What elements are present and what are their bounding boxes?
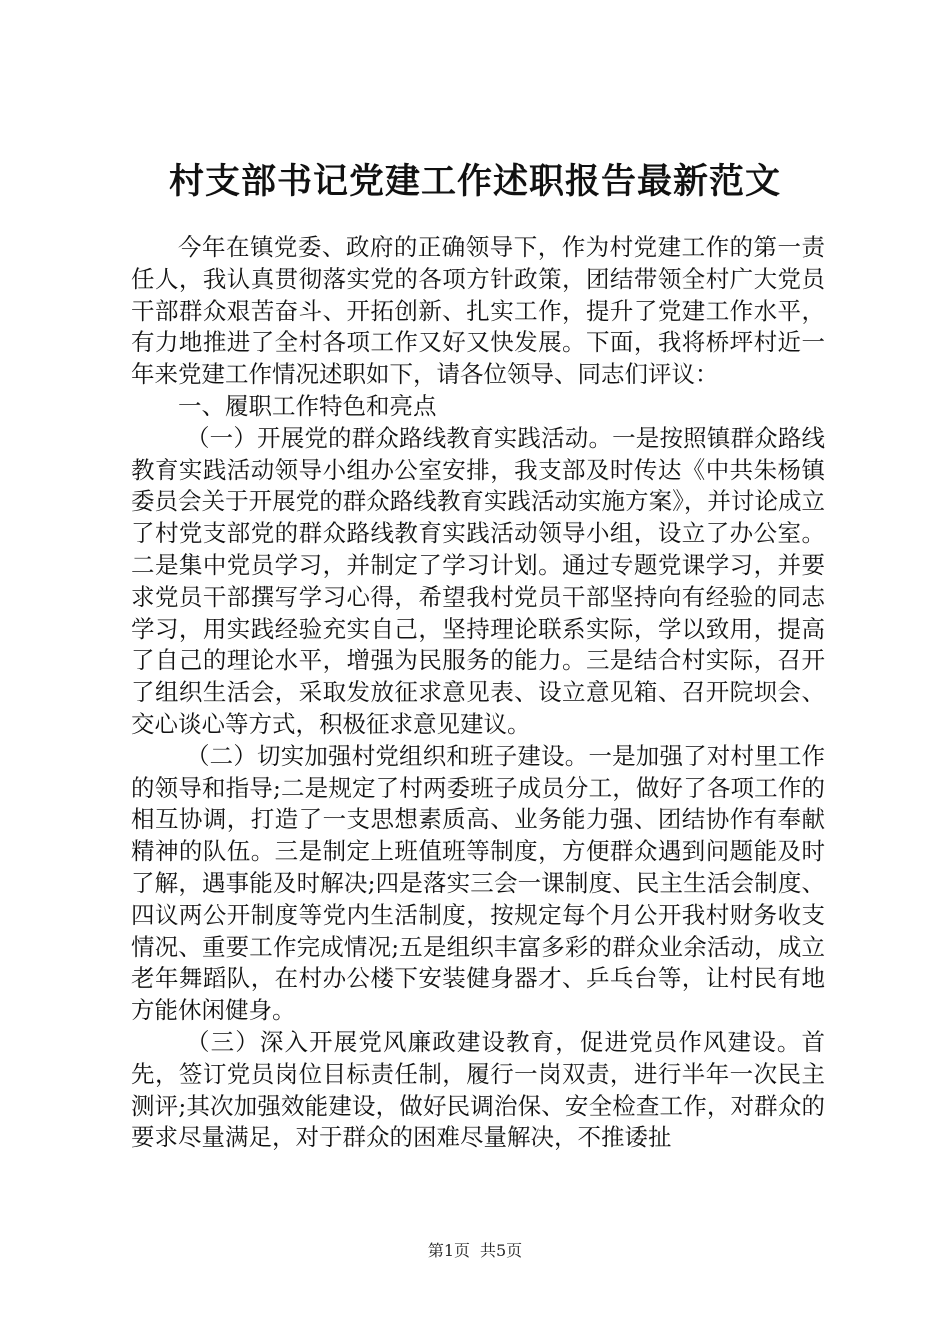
subsection-3-paragraph: （三）深入开展党风廉政建设教育，促进党员作风建设。首先，签订党员岗位目标责任制，履行一岗双责，进行半年一次民主测评;其次加强效能建设，做好民调治保、安全检查工作，对群众的要求尽量满足，对于群众的困难尽量解决，不推诿扯 <box>131 1027 825 1152</box>
document-body <box>131 232 825 1154</box>
page-total: 共5页 <box>480 1241 523 1260</box>
document-title: 村支部书记党建工作述职报告最新范文 <box>168 161 781 202</box>
subsection-1-paragraph: （一）开展党的群众路线教育实践活动。一是按照镇群众路线教育实践活动领导小组办公室安排，我支部及时传达《中共朱杨镇委员会关于开展党的群众路线教育实践活动实施方案》，并讨论成立了村党支部党的群众路线教育实践活动领导小组，设立了办公室。二是集中党员学习，并制定了学习计划。通过专题党课学习，并要求党员干部撰写学习心得，希望我村党员干部坚持向有经验的同志学习，用实践经验充实自己，坚持理论联系实际，学以致用，提高了自己的理论水平，增强为民服务的能力。三是结合村实际，召开了组织生活会，采取发放征求意见表、设立意见箱、召开院坝会、交心谈心等方式，积极征求意见建议。 <box>131 423 825 738</box>
subsection-2-paragraph: （二）切实加强村党组织和班子建设。一是加强了对村里工作的领导和指导;二是规定了村两委班子成员分工，做好了各项工作的相互协调，打造了一支思想素质高、业务能力强、团结协作有奉献精神的队伍。三是制定上班值班等制度，方便群众遇到问题能及时了解，遇事能及时解决;四是落实三会一课制度、民主生活会制度、四议两公开制度等党内生活制度，按规定每个月公开我村财务收支情况、重要工作完成情况;五是组织丰富多彩的群众业余活动，成立老年舞蹈队，在村办公楼下安装健身器才、乒乓台等，让村民有地方能休闲健身。 <box>131 741 825 1025</box>
section-heading: 一、履职工作特色和亮点 <box>178 391 437 420</box>
page-number: 第1页 <box>427 1241 470 1260</box>
page-footer <box>0 1240 950 1262</box>
intro-paragraph: 今年在镇党委、政府的正确领导下，作为村党建工作的第一责任人，我认真贯彻落实党的各项方针政策，团结带领全村广大党员干部群众艰苦奋斗、开拓创新、扎实工作，提升了党建工作水平，有力地推进了全村各项工作又好又快发展。下面，我将桥坪村近一年来党建工作情况述职如下，请各位领导、同志们评议： <box>131 233 825 389</box>
